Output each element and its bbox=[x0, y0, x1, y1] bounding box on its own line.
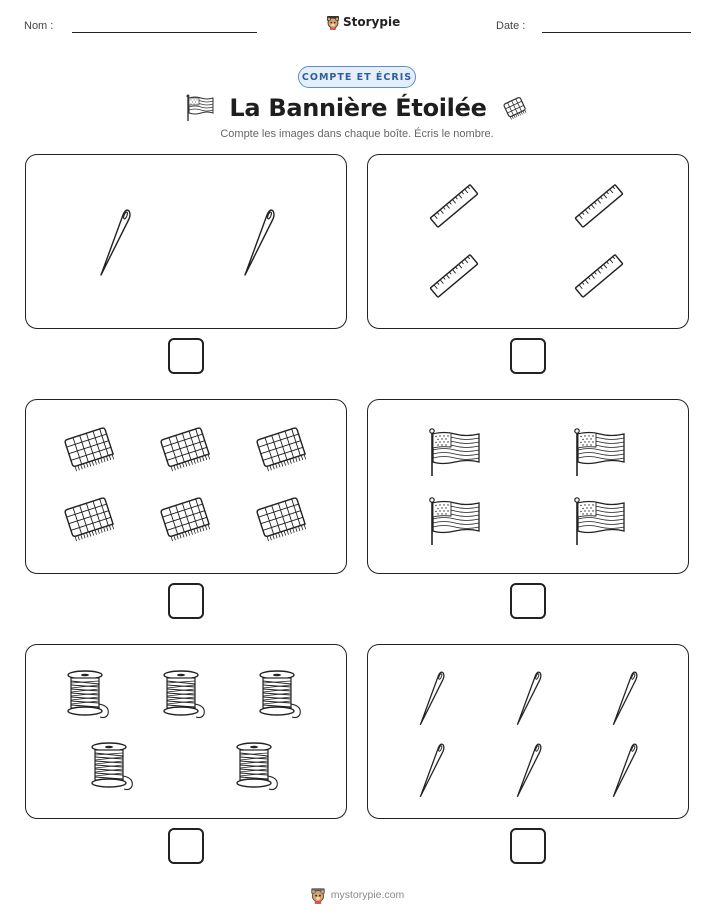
thread-spool-icon bbox=[88, 740, 140, 794]
answer-box-3[interactable] bbox=[168, 583, 204, 619]
answer-box-1[interactable] bbox=[168, 338, 204, 374]
count-box-2 bbox=[367, 154, 689, 329]
thread-spool-icon bbox=[233, 740, 285, 794]
title-row bbox=[0, 90, 714, 126]
answer-box-5[interactable] bbox=[168, 828, 204, 864]
flag-icon bbox=[572, 497, 628, 547]
bear-mascot-icon bbox=[310, 886, 326, 904]
name-line[interactable] bbox=[72, 32, 257, 33]
quilt-icon bbox=[64, 427, 116, 475]
instructions: Compte les images dans chaque boîte. Écris le nombre. bbox=[220, 128, 494, 140]
flag-icon bbox=[185, 94, 215, 122]
needle-icon bbox=[240, 205, 276, 277]
name-label: Nom : bbox=[24, 20, 54, 32]
activity-badge: COMPTE ET ÉCRIS bbox=[298, 66, 416, 88]
answer-box-2[interactable] bbox=[510, 338, 546, 374]
brand-logo bbox=[326, 14, 400, 30]
answer-box-6[interactable] bbox=[510, 828, 546, 864]
quilt-icon bbox=[501, 94, 529, 122]
count-box-1 bbox=[25, 154, 347, 329]
bear-mascot-icon bbox=[326, 14, 340, 30]
ruler-icon bbox=[426, 180, 482, 232]
needle-icon bbox=[96, 205, 132, 277]
date-line[interactable] bbox=[542, 32, 691, 33]
needle-icon bbox=[416, 668, 446, 726]
quilt-icon bbox=[256, 427, 308, 475]
quilt-icon bbox=[160, 497, 212, 545]
flag-icon bbox=[427, 497, 483, 547]
footer bbox=[0, 886, 714, 904]
flag-icon bbox=[572, 428, 628, 478]
count-box-3 bbox=[25, 399, 347, 574]
thread-spool-icon bbox=[256, 668, 308, 722]
answer-box-4[interactable] bbox=[510, 583, 546, 619]
ruler-icon bbox=[571, 180, 627, 232]
needle-icon bbox=[513, 740, 543, 798]
ruler-icon bbox=[571, 250, 627, 302]
needle-icon bbox=[609, 668, 639, 726]
quilt-icon bbox=[64, 497, 116, 545]
count-box-4 bbox=[367, 399, 689, 574]
brand-name: Storypie bbox=[343, 15, 401, 29]
needle-icon bbox=[513, 668, 543, 726]
date-label: Date : bbox=[496, 20, 526, 32]
quilt-icon bbox=[256, 497, 308, 545]
page-title: La Bannière Étoilée bbox=[229, 94, 487, 122]
footer-url[interactable]: mystorypie.com bbox=[330, 889, 405, 901]
thread-spool-icon bbox=[160, 668, 212, 722]
flag-icon bbox=[427, 428, 483, 478]
ruler-icon bbox=[426, 250, 482, 302]
thread-spool-icon bbox=[64, 668, 116, 722]
needle-icon bbox=[416, 740, 446, 798]
needle-icon bbox=[609, 740, 639, 798]
quilt-icon bbox=[160, 427, 212, 475]
